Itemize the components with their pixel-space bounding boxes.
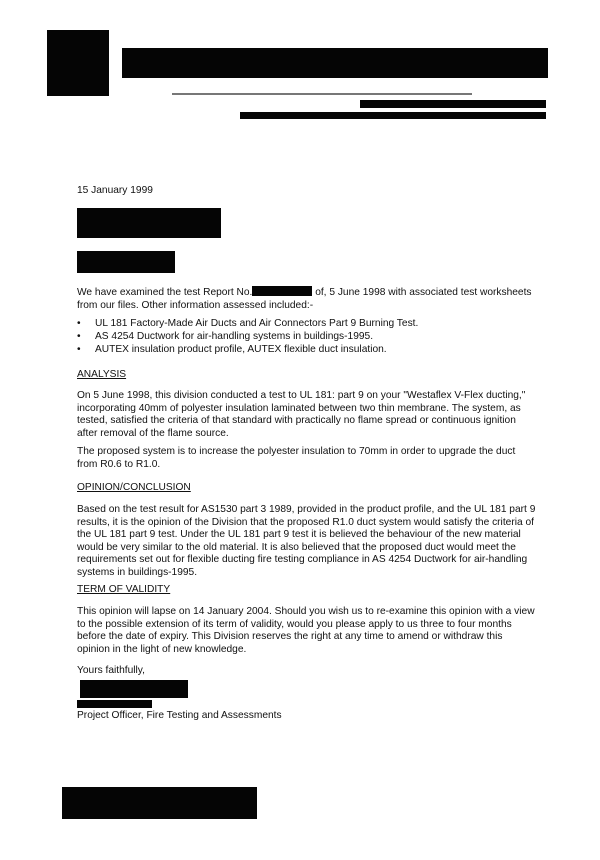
redacted-letterhead-title <box>122 48 548 78</box>
list-item <box>77 331 537 344</box>
list-item <box>77 344 537 357</box>
intro-text-start: We have examined the test Report No. <box>77 287 253 298</box>
opinion-heading: OPINION/CONCLUSION <box>77 482 191 493</box>
bullet-symbol: • <box>77 343 81 355</box>
intro-paragraph <box>77 286 532 312</box>
intro-text-end: of, 5 June 1998 with associated test worksheets from our files. Other information assessed included:- <box>77 287 532 311</box>
letterhead-address-line <box>172 93 472 95</box>
analysis-paragraph-2: The proposed system is to increase the polyester insulation to 70mm in order to upgrade the duct from R0.6 to R1.0. <box>77 446 516 470</box>
assessed-items-list <box>77 318 537 356</box>
redacted-recipient-name <box>77 208 221 238</box>
redacted-logo <box>47 30 109 96</box>
closing-salutation: Yours faithfully, <box>77 665 145 676</box>
redacted-signature <box>80 680 188 698</box>
redacted-signatory-name <box>77 700 152 708</box>
redacted-recipient-address <box>77 251 175 273</box>
validity-paragraph: This opinion will lapse on 14 January 2004. Should you wish us to re-examine this opinion with a view to the possible extension of its term of validity, would you please apply to us three to four months before the date of expiry. This Division reserves the right at any time to amend or withdraw this opinion in the light of new knowledge. <box>77 606 535 655</box>
analysis-paragraph-1: On 5 June 1998, this division conducted a test to UL 181: part 9 on your "Westaflex V-Flex ducting," incorporating 40mm of polyester insulation laminated between two thin membrane. The system, as tested, satisfied the criteria of that standard with practically no flame spread or continuous ignition after removal of the flame source. <box>77 390 526 439</box>
list-item <box>77 318 537 331</box>
list-item-text: AUTEX insulation product profile, AUTEX flexible duct insulation. <box>95 343 387 355</box>
redacted-footer <box>62 787 257 819</box>
list-item-text: AS 4254 Ductwork for air-handling systems in buildings-1995. <box>95 330 374 342</box>
redacted-report-number <box>252 286 312 296</box>
bullet-symbol: • <box>77 330 81 342</box>
validity-heading: TERM OF VALIDITY <box>77 584 171 595</box>
redacted-letterhead-address-2 <box>240 112 546 119</box>
analysis-heading: ANALYSIS <box>77 369 127 380</box>
bullet-symbol: • <box>77 318 81 329</box>
opinion-paragraph: Based on the test result for AS1530 part 3 1989, provided in the product profile, and the UL 181 part 9 results, it is the opinion of the Division that the proposed R1.0 duct system would satisfy the criteria of the UL 181 part 9 test. Under the UL 181 part 9 test it is believed the behaviour of the new material would be very similar to the old material. It is also believed that the proposed duct would meet the requirements set out for flexible ducting fire testing compliance in AS 4254 Ductwork for air-handling systems in buildings-1995. <box>77 504 536 578</box>
signatory-title: Project Officer, Fire Testing and Assessments <box>77 710 282 721</box>
letter-date: 15 January 1999 <box>77 185 153 196</box>
list-item-text: UL 181 Factory-Made Air Ducts and Air Connectors Part 9 Burning Test. <box>95 318 419 329</box>
redacted-letterhead-address-1 <box>360 100 546 108</box>
